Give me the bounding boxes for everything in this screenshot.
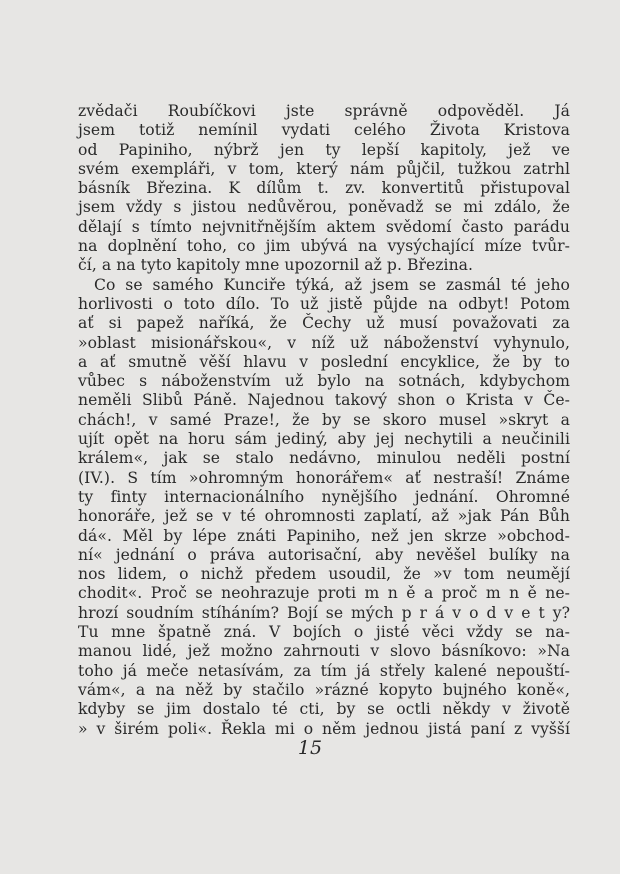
text-line: dá«. Měl by lépe znáti Papiniho, než jen skrze »obchod-: [78, 526, 570, 545]
text-line: básník Březina. K dílům t. zv. konvertitů přistupoval: [78, 179, 570, 198]
text-line: svém exempláři, v tom, který nám půjčil, tužkou zatrhl: [78, 159, 570, 178]
text-line: manou lidé, jež možno zahrnouti v slovo básníkovo: »Na: [78, 642, 570, 661]
text-line: králem«, jak se stalo nedávno, minulou neděli postní: [78, 449, 570, 468]
text-line: honoráře, jež se v té ohromnosti zaplatí, až »jak Pán Bůh: [78, 507, 570, 526]
text-line: ty finty internacionálního nynějšího jednání. Ohromné: [78, 487, 570, 506]
text-line: ní« jednání o práva autorisační, aby nevěšel bulíky na: [78, 545, 570, 564]
text-line: hrozí soudním stíháním? Bojí se mých p r á v o d v e t y?: [78, 603, 570, 622]
text-line: jsem vždy s jistou nedůvěrou, poněvadž se mi zdálo, že: [78, 198, 570, 217]
text-line: vůbec s náboženstvím už bylo na sotnách, kdybychom: [78, 372, 570, 391]
text-line: chodit«. Proč se neohrazuje proti m n ě a proč m n ě ne-: [78, 584, 570, 603]
text-line: kdyby se jim dostalo té cti, by se octli někdy v životě: [78, 700, 570, 719]
text-line: a ať smutně věší hlavu v poslední encyklice, že by to: [78, 352, 570, 371]
text-line: ať si papež naříká, že Čechy už musí považovati za: [78, 314, 570, 333]
text-line: (IV.). S tím »ohromným honorářem« ať nestraší! Známe: [78, 468, 570, 487]
page-number: 15: [297, 737, 323, 759]
text-line: ujít opět na horu sám jediný, aby jej nechytili a neučinili: [78, 430, 570, 449]
text-line: vám«, a na něž by stačilo »rázné kopyto bujného koně«,: [78, 680, 570, 699]
text-line: Tu mne špatně zná. V bojích o jisté věci vždy se na-: [78, 623, 570, 642]
text-line: nos lidem, o nichž předem usoudil, že »v tom neumějí: [78, 565, 570, 584]
text-line: jsem totiž nemínil vydati celého Života Kristova: [78, 121, 570, 140]
text-line: »oblast misionářskou«, v níž už náboženství vyhynulo,: [78, 333, 570, 352]
text-line: toho já meče netasívám, za tím já střely kalené nepouští-: [78, 661, 570, 680]
text-line: čí, a na tyto kapitoly mne upozornil až p. Březina.: [78, 256, 474, 275]
text-line: chách!, v samé Praze!, že by se skoro musel »skryt a: [78, 410, 570, 429]
text-line: Co se samého Kunciře týká, až jsem se zasmál té jeho: [94, 275, 570, 294]
text-line: horlivosti o toto dílo. To už jistě půjde na odbyt! Potom: [78, 294, 570, 313]
text-line: neměli Slibů Páně. Najednou takový shon o Krista v Če-: [78, 391, 570, 410]
text-line: » v širém poli«. Řekla mi o něm jednou jistá paní z vyšší: [78, 719, 570, 738]
text-line: od Papiniho, nýbrž jen ty lepší kapitoly, jež ve: [78, 140, 570, 159]
text-line: na doplnění toho, co jim ubývá na vysýchající míze tvůr-: [78, 237, 570, 256]
body-text: [78, 102, 570, 739]
text-line: zvědači Roubíčkovi jste správně odpověděl. Já: [78, 102, 570, 120]
text-line: dělají s tímto nejvnitřnějším aktem svědomí často parádu: [78, 217, 570, 236]
